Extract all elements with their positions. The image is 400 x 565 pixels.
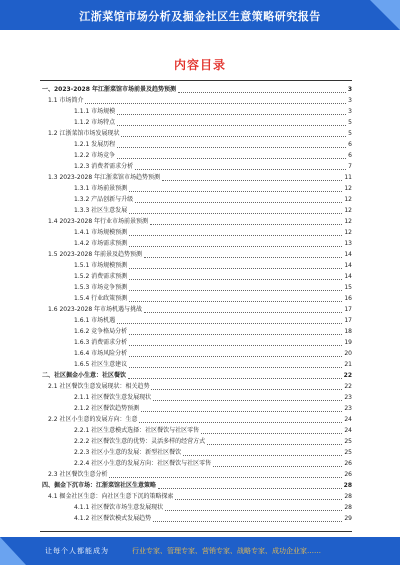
- toc-entry-label: 1.6.5 社区生意建议: [74, 361, 128, 368]
- toc-entry-label: 2.1 社区餐饮生意发展现状：相关趋势: [48, 383, 150, 390]
- toc-entry-page: 20: [344, 350, 352, 357]
- toc-entry[interactable]: [40, 337, 352, 347]
- toc-entry[interactable]: [40, 502, 352, 512]
- toc-dot-leader: [129, 279, 342, 280]
- toc-entry-page: 16: [344, 295, 352, 302]
- toc-entry-label: 2.2 社区小生意的发展方向：生意: [48, 416, 138, 423]
- toc-entry[interactable]: [40, 205, 352, 215]
- toc-entry[interactable]: [40, 447, 352, 457]
- toc-entry-label: 2.2.2 社区餐饮生意的优势：灵活多样的经营方式: [74, 438, 206, 445]
- toc-entry-label: 1.5.4 行业政策预测: [74, 295, 128, 302]
- toc-dot-leader: [213, 466, 342, 467]
- toc-entry-label: 1.3.3 社区生意发展: [74, 207, 128, 214]
- toc-dot-leader: [165, 510, 342, 511]
- toc-entry[interactable]: [40, 150, 352, 160]
- toc-entry[interactable]: [40, 326, 352, 336]
- toc-entry-label: 1.1.1 市场规模: [74, 108, 116, 115]
- toc-entry[interactable]: [40, 260, 352, 270]
- toc-dot-leader: [117, 323, 342, 324]
- toc-entry-page: 11: [344, 174, 352, 181]
- toc-dot-leader: [178, 92, 346, 93]
- toc-dot-leader: [85, 103, 346, 104]
- toc-dot-leader: [151, 389, 342, 390]
- toc-dot-leader: [144, 257, 342, 258]
- toc-entry-label: 4.1 掘金社区生意：向社区生意下沉的策略探索: [48, 493, 174, 500]
- toc-entry-page: 14: [344, 273, 352, 280]
- toc-entry-page: 29: [344, 515, 352, 522]
- toc-entry-page: 5: [348, 119, 352, 126]
- toc-dot-leader: [153, 400, 342, 401]
- toc-entry-label: 1.2.1 发展历程: [74, 141, 116, 148]
- toc-entry-page: 17: [344, 306, 352, 313]
- toc-entry[interactable]: [40, 348, 352, 358]
- toc-dot-leader: [129, 367, 342, 368]
- toc-entry[interactable]: [40, 216, 352, 226]
- toc-entry-label: 1.1 市场简介: [48, 97, 84, 104]
- toc-entry-page: 3: [348, 97, 352, 104]
- toc-entry-label: 1.6.1 市场机遇: [74, 317, 116, 324]
- toc-dot-leader: [129, 213, 342, 214]
- toc-entry-label: 4.1.1 社区餐饮市场生意发展现状: [74, 504, 164, 511]
- toc-entry[interactable]: [40, 436, 352, 446]
- toc-entry-label: 2.2.4 社区小生意的发展方向：社区餐饮与社区零售: [74, 460, 212, 467]
- toc-entry-label: 1.4.2 市场需求预测: [74, 240, 128, 247]
- toc-entry[interactable]: [40, 381, 352, 391]
- toc-entry-page: 14: [344, 251, 352, 258]
- toc-dot-leader: [135, 169, 346, 170]
- report-title: 江浙菜馆市场分析及掘金社区生意策略研究报告: [79, 10, 321, 23]
- toc-dot-leader: [153, 521, 342, 522]
- toc-entry-page: 12: [344, 196, 352, 203]
- toc-top-rule: [40, 80, 352, 81]
- toc-dot-leader: [175, 499, 342, 500]
- toc-entry-label: 1.2 江浙菜馆市场发展现状: [48, 130, 120, 137]
- toc-entry-page: 17: [344, 317, 352, 324]
- toc-entry[interactable]: [40, 491, 352, 501]
- toc-entry-label: 一、2023-2028 年江浙菜馆市场前景及趋势预测: [42, 86, 176, 93]
- toc-entry-page: 6: [348, 141, 352, 148]
- toc-entry[interactable]: [40, 513, 352, 523]
- toc-dot-leader: [117, 125, 346, 126]
- toc-entry-label: 1.6.3 消费需求分析: [74, 339, 128, 346]
- toc-entry[interactable]: [40, 183, 352, 193]
- toc-dot-leader: [129, 334, 342, 335]
- toc-entry[interactable]: [40, 359, 352, 369]
- toc-dot-leader: [109, 477, 342, 478]
- toc-entry-page: 24: [344, 427, 352, 434]
- toc-entry[interactable]: [40, 469, 352, 479]
- toc-entry-page: 25: [344, 449, 352, 456]
- footer-experts-text: 行业专家、管理专家、营销专家、战略专家、成功企业家……: [132, 547, 321, 555]
- toc-dot-leader: [141, 411, 342, 412]
- toc-entry[interactable]: [40, 95, 352, 105]
- toc-entry-label: 1.4.1 市场规模预测: [74, 229, 128, 236]
- toc-entry-label: 1.6.2 竞争格局分析: [74, 328, 128, 335]
- toc-entry-page: 18: [344, 328, 352, 335]
- toc-entry[interactable]: [40, 271, 352, 281]
- toc-entry-label: 1.2.2 市场竞争: [74, 152, 116, 159]
- toc-entry-label: 四、掘金下沉市场：江浙菜馆社区生意策略: [42, 482, 157, 489]
- toc-entry-label: 二、社区掘金小生意：社区餐饮: [42, 372, 127, 379]
- toc-entry-page: 12: [344, 229, 352, 236]
- report-header-bar: [0, 0, 400, 30]
- toc-entry[interactable]: [40, 139, 352, 149]
- toc-entry-page: 19: [344, 339, 352, 346]
- toc-entry-page: 3: [347, 86, 352, 93]
- toc-entry[interactable]: [40, 293, 352, 303]
- toc-entry-page: 22: [343, 372, 352, 379]
- toc-dot-leader: [129, 268, 342, 269]
- toc-entry-label: 4.1.2 社区餐饮模式发展趋势: [74, 515, 152, 522]
- toc-entry[interactable]: [40, 315, 352, 325]
- toc-entry-page: 26: [344, 471, 352, 478]
- toc-dot-leader: [129, 356, 342, 357]
- toc-entry[interactable]: [40, 172, 352, 182]
- toc-entry-label: 2.2.3 社区小生意的发展：新型社区餐饮: [74, 449, 182, 456]
- toc-entry-page: 12: [344, 185, 352, 192]
- toc-entry[interactable]: [40, 282, 352, 292]
- toc-entry[interactable]: [40, 238, 352, 248]
- toc-entry[interactable]: [40, 106, 352, 116]
- table-of-contents: [40, 84, 352, 529]
- toc-entry-page: 23: [344, 405, 352, 412]
- toc-heading: 内容目录: [173, 58, 226, 72]
- toc-entry-page: 6: [348, 152, 352, 159]
- toc-entry-page: 25: [344, 438, 352, 445]
- toc-dot-leader: [162, 180, 342, 181]
- toc-entry-label: 1.5 2023-2028 年前景及趋势预测: [48, 251, 143, 258]
- toc-entry-label: 1.6.4 市场风险分析: [74, 350, 128, 357]
- toc-entry[interactable]: [40, 304, 352, 314]
- toc-entry-page: 26: [344, 460, 352, 467]
- footer-corner-decoration: [0, 537, 26, 565]
- toc-dot-leader: [117, 158, 346, 159]
- toc-dot-leader: [117, 147, 346, 148]
- header-corner-decoration: [370, 0, 400, 30]
- toc-entry-label: 1.1.2 市场特点: [74, 119, 116, 126]
- toc-entry-label: 1.5.2 消费需求预测: [74, 273, 128, 280]
- toc-bottom-rule: [40, 531, 352, 532]
- toc-entry-page: 23: [344, 394, 352, 401]
- toc-dot-leader: [128, 378, 342, 379]
- toc-entry-page: 14: [344, 262, 352, 269]
- toc-dot-leader: [201, 433, 342, 434]
- toc-dot-leader: [144, 312, 342, 313]
- toc-dot-leader: [139, 422, 342, 423]
- toc-dot-leader: [121, 136, 346, 137]
- toc-entry-page: 22: [344, 383, 352, 390]
- toc-dot-leader: [129, 235, 342, 236]
- toc-entry[interactable]: [40, 128, 352, 138]
- toc-entry-page: 12: [344, 218, 352, 225]
- toc-entry[interactable]: [40, 370, 352, 380]
- toc-entry-label: 1.3 2023-2028 年江浙菜馆市场趋势预测: [48, 174, 161, 181]
- toc-dot-leader: [129, 246, 342, 247]
- toc-entry-label: 1.6 2023-2028 年市场机遇与挑战: [48, 306, 143, 313]
- toc-dot-leader: [129, 345, 342, 346]
- toc-entry-label: 1.2.3 消费者需求分析: [74, 163, 134, 170]
- toc-entry-page: 3: [348, 108, 352, 115]
- toc-entry-label: 1.4 2023-2028 年行业市场前景预测: [48, 218, 149, 225]
- toc-entry-label: 2.2.1 社区生意模式选择：社区餐饮与社区零售: [74, 427, 200, 434]
- toc-entry[interactable]: [40, 117, 352, 127]
- toc-entry[interactable]: [40, 161, 352, 171]
- toc-dot-leader: [135, 202, 342, 203]
- report-footer-bar: [0, 537, 400, 565]
- toc-entry-page: 24: [344, 416, 352, 423]
- footer-slogan: 让每个人都能成为: [45, 547, 109, 555]
- toc-entry-page: 21: [344, 361, 352, 368]
- toc-entry-page: 15: [344, 284, 352, 291]
- toc-entry[interactable]: [40, 249, 352, 259]
- toc-entry[interactable]: [40, 425, 352, 435]
- toc-entry[interactable]: [40, 392, 352, 402]
- toc-entry[interactable]: [40, 480, 352, 490]
- toc-entry-page: 13: [344, 240, 352, 247]
- toc-entry-page: 28: [343, 482, 352, 489]
- toc-entry-label: 2.1.1 社区餐饮生意发展现状: [74, 394, 152, 401]
- toc-dot-leader: [150, 224, 342, 225]
- toc-entry-page: 12: [344, 207, 352, 214]
- toc-dot-leader: [129, 290, 342, 291]
- toc-entry[interactable]: [40, 458, 352, 468]
- toc-entry-label: 2.3 社区餐饮生意分析: [48, 471, 108, 478]
- toc-dot-leader: [129, 301, 342, 302]
- toc-entry[interactable]: [40, 84, 352, 94]
- toc-entry[interactable]: [40, 227, 352, 237]
- toc-dot-leader: [158, 488, 342, 489]
- toc-entry-page: 28: [344, 504, 352, 511]
- toc-entry-label: 1.3.1 市场前景预测: [74, 185, 128, 192]
- toc-entry-page: 7: [348, 163, 352, 170]
- toc-entry[interactable]: [40, 194, 352, 204]
- toc-entry[interactable]: [40, 414, 352, 424]
- toc-entry-label: 1.5.1 市场规模预测: [74, 262, 128, 269]
- toc-entry-label: 2.1.2 社区餐饮趋势预测: [74, 405, 140, 412]
- toc-entry[interactable]: [40, 403, 352, 413]
- toc-dot-leader: [129, 191, 342, 192]
- toc-dot-leader: [183, 455, 342, 456]
- toc-dot-leader: [117, 114, 346, 115]
- toc-entry-page: 28: [344, 493, 352, 500]
- toc-entry-page: 5: [348, 130, 352, 137]
- toc-entry-label: 1.3.2 产品创新与升级: [74, 196, 134, 203]
- toc-dot-leader: [207, 444, 342, 445]
- toc-entry-label: 1.5.3 市场竞争预测: [74, 284, 128, 291]
